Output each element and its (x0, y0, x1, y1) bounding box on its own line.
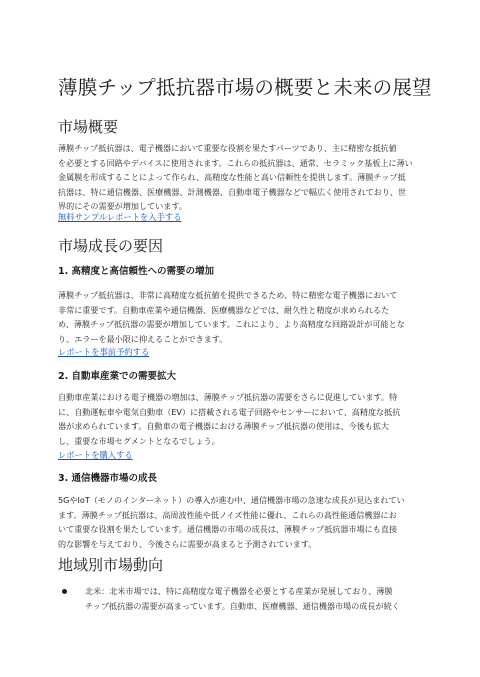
growth-section-3-heading: 3. 通信機器市場の成長 (58, 473, 158, 484)
overview-line: を必要とする回路やデバイスに使用されます。これらの抵抗器は、通常、セラミック基板上に薄い (58, 157, 413, 168)
pre-order-report-link[interactable]: レポートを事前予約する (58, 347, 150, 357)
free-sample-report-link[interactable]: 無料サンプルレポートを入手する (58, 212, 182, 222)
growth-section-1-heading: 1. 高精度と高信頼性への需要の増加 (58, 266, 215, 277)
paragraph-line: り、エラーを最小限に抑えることができます。 (58, 333, 228, 344)
overview-line: 金属膜を形成することによって作られ、高精度な性能と高い信頼性を提供します。薄膜チップ抵 (58, 172, 406, 183)
paragraph-line: 薄膜チップ抵抗器は、非常に高精度な抵抗値を提供できるため、特に精密な電子機器において (58, 290, 398, 300)
overview-paragraph (58, 141, 422, 214)
growth-heading: 市場成長の要因 (58, 237, 164, 255)
growth-section-2-heading: 2. 自動車産業での需要拡大 (58, 371, 177, 382)
paragraph-line: 北米：北米市場では、特に高精度な電子機器を必要とする産業が発展しており、薄膜 (85, 586, 393, 596)
paragraph-line: 5GやIoT（モノのインターネット）の導入が進む中、通信機器市場の急速な成長が見込まれてい (58, 495, 405, 505)
paragraph-line: 自動車産業における電子機器の増加は、薄膜チップ抵抗器の需要をさらに促進しています。特 (58, 392, 398, 402)
overview-line: 抗器は、特に通信機器、医療機器、計測機器、自動車電子機器などで幅広く使用されており、世 (58, 186, 407, 197)
paragraph-line: チップ抵抗器の需要が高まっています。自動車、医療機器、通信機器市場の成長が続く (85, 600, 400, 611)
buy-report-link[interactable]: レポートを購入する (58, 450, 133, 460)
page-title: 薄膜チップ抵抗器市場の概要と未来の展望 (58, 76, 432, 99)
paragraph-line: いて重要な役割を果たしています。通信機器の市場の成長は、薄膜チップ抵抗器市場にも直接 (58, 524, 398, 535)
growth-section-1-paragraph (58, 288, 422, 346)
bullet-icon (62, 589, 67, 594)
growth-section-2-paragraph (58, 390, 422, 448)
overview-line: 界的にその需要が増加しています。 (58, 201, 187, 212)
paragraph-line: 非常に重要です。自動車産業や通信機器、医療機器などでは、耐久性と精度が求められるた (58, 304, 390, 315)
paragraph-line: 器が求められています。自動車の電子機器における薄膜チップ抵抗器の使用は、今後も拡大 (58, 421, 389, 432)
paragraph-line: し、重要な市場セグメントとなるでしょう。 (58, 435, 220, 446)
list-item-text (85, 584, 422, 613)
paragraph-line: ます。薄膜チップ抵抗器は、高周波性能や低ノイズ性能に優れ、これらの高性能通信機器にお (58, 509, 397, 520)
regional-heading: 地域別市場動向 (58, 556, 164, 574)
overview-line: 薄膜チップ抵抗器は、電子機器において重要な役割を果たすパーツであり、主に精密な抵抗値 (58, 143, 397, 153)
paragraph-line: め、薄膜チップ抵抗器の需要が増加しています。これにより、より高精度な回路設計が可能とな (58, 319, 405, 330)
growth-section-3-paragraph (58, 493, 422, 551)
paragraph-line: 的な影響を与えており、今後さらに需要が高まると予測されています。 (58, 538, 317, 549)
paragraph-line: に、自動運転車や電気自動車（EV）に搭載される電子回路やセンサーにおいて、高精度な抵抗 (58, 406, 401, 417)
overview-heading: 市場概要 (58, 118, 119, 136)
